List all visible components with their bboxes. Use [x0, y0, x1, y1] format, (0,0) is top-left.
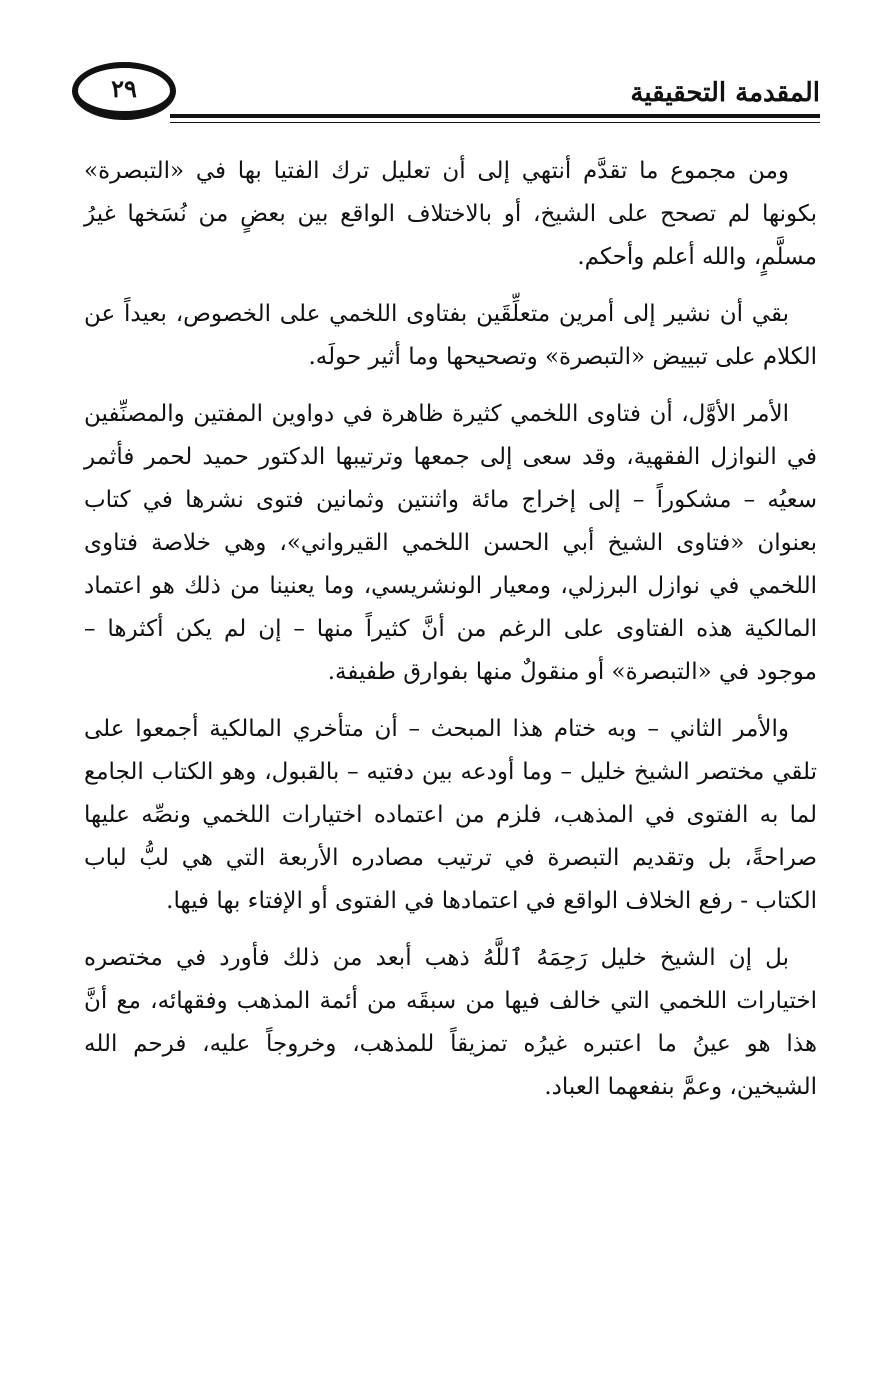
running-header — [72, 62, 820, 128]
paragraph-5: بل إن الشيخ خليل رَحِمَهُ ٱللَّهُ ذهب أبعد من ذلك فأورد في مختصره اختيارات اللخمي التي خالف فيها من سبقَه من أئمة المذهب وفقهائه، مع أنَّ هذا هو عينُ ما اعتبره غيرُه تمزيقاً للمذهب، وخروجاً عليه، فرحم الله الشيخين، وعمَّ بنفعهما العباد. — [84, 945, 817, 1100]
page-number: ٢٩ — [111, 74, 137, 103]
paragraph-3: الأمر الأوَّل، أن فتاوى اللخمي كثيرة ظاهرة في دواوين المفتين والمصنِّفين في النوازل الفقهية، وقد سعى إلى جمعها وترتيبها الدكتور حميد لحمر فأثمر سعيُه – مشكوراً – إلى إخراج مائة واثنتين وثمانين فتوى نشرها في كتاب بعنوان «فتاوى الشيخ أبي الحسن اللخمي القيرواني»، وهي خلاصة فتاوى اللخمي في نوازل البرزلي، ومعيار الونشريسي، وما يعنينا من ذلك هو اعتماد المالكية هذه الفتاوى على الرغم من أنَّ كثيراً منها – إن لم يكن أكثرها – موجود في «التبصرة» أو منقولٌ منها بفوارق طفيفة. — [84, 401, 817, 685]
chapter-title: المقدمة التحقيقية — [630, 78, 820, 108]
header-rule-thin — [170, 122, 820, 123]
page-body — [84, 150, 817, 1123]
paragraph-4: والأمر الثاني – وبه ختام هذا المبحث – أن متأخري المالكية أجمعوا على تلقي مختصر الشيخ خليل – وما أودعه بين دفتيه – بالقبول، وهو الكتاب الجامع لما به الفتوى في المذهب، فلزم من اعتماده اختيارات اللخمي ونصِّه عليها صراحةً، بل وتقديم التبصرة في ترتيب مصادره الأربعة التي هي لبُّ لباب الكتاب - رفع الخلاف الواقع في اعتمادها في الفتوى أو الإفتاء بها فيها. — [84, 716, 817, 914]
paragraph-1: ومن مجموع ما تقدَّم أنتهي إلى أن تعليل ترك الفتيا بها في «التبصرة» بكونها لم تصحح على الشيخ، أو بالاختلاف الواقع بين بعضٍ من نُسَخها غيرُ مسلَّمٍ، والله أعلم وأحكم. — [84, 158, 817, 270]
header-rule — [170, 114, 820, 118]
paragraph-2: بقي أن نشير إلى أمرين متعلِّقَين بفتاوى اللخمي على الخصوص، بعيداً عن الكلام على تبييض «التبصرة» وتصحيحها وما أثير حولَه. — [84, 301, 817, 370]
